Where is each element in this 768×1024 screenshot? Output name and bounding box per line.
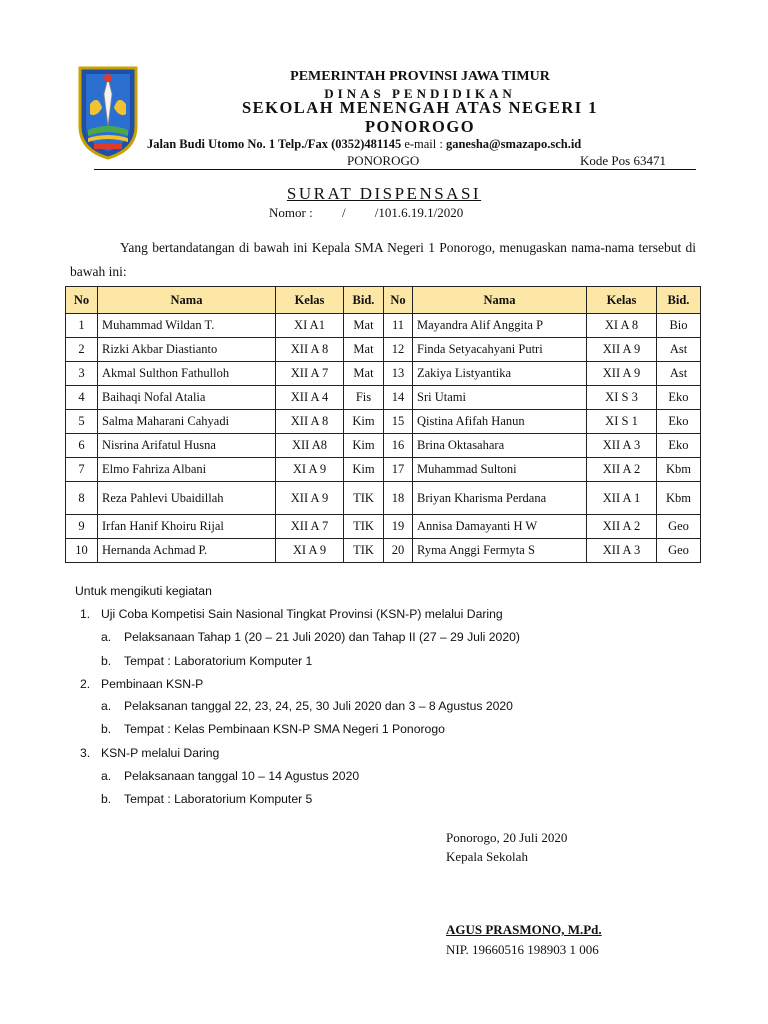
student-name: Hernanda Achmad P.: [98, 539, 276, 563]
row-number: 6: [66, 434, 98, 458]
student-field: Kbm: [657, 482, 701, 515]
student-class: XI A1: [276, 314, 344, 338]
student-class: XI A 8: [587, 314, 657, 338]
student-field: TIK: [344, 515, 384, 539]
student-field: Fis: [344, 386, 384, 410]
table-row: [66, 386, 701, 410]
student-class: XII A 2: [587, 515, 657, 539]
activity-sub-number: b.: [101, 792, 112, 806]
table-row: [66, 539, 701, 563]
row-number: 2: [66, 338, 98, 362]
signature-position: Kepala Sekolah: [446, 849, 528, 864]
activity-item: KSN-P melalui Daring: [101, 746, 220, 760]
row-number: 12: [384, 338, 413, 362]
table-row: [66, 482, 701, 515]
student-field: Eko: [657, 410, 701, 434]
row-number: 7: [66, 458, 98, 482]
student-field: Eko: [657, 434, 701, 458]
student-field: Geo: [657, 515, 701, 539]
activity-item: Pembinaan KSN-P: [101, 677, 204, 691]
student-class: XII A 3: [587, 434, 657, 458]
letterhead-school: SEKOLAH MENENGAH ATAS NEGERI 1: [241, 98, 599, 117]
table-row: [66, 434, 701, 458]
student-name: Irfan Hanif Khoiru Rijal: [98, 515, 276, 539]
student-field: Mat: [344, 338, 384, 362]
activity-sub-item: Pelaksanan tanggal 22, 23, 24, 25, 30 Juli 2020 dan 3 – 8 Agustus 2020: [124, 699, 513, 713]
student-field: Mat: [344, 314, 384, 338]
activity-sub-item: Tempat : Laboratorium Komputer 5: [124, 792, 313, 806]
student-name: Qistina Afifah Hanun: [413, 410, 587, 434]
student-name: Rizki Akbar Diastianto: [98, 338, 276, 362]
student-name: Elmo Fahriza Albani: [98, 458, 276, 482]
activity-number: 2.: [80, 677, 91, 691]
activities-intro: Untuk mengikuti kegiatan: [75, 584, 212, 598]
activity-sub-number: a.: [101, 630, 112, 644]
row-number: 1: [66, 314, 98, 338]
student-class: XII A 8: [276, 338, 344, 362]
student-field: Bio: [657, 314, 701, 338]
student-class: XII A 1: [587, 482, 657, 515]
activity-number: 1.: [80, 607, 91, 621]
letterhead-government: PEMERINTAH PROVINSI JAWA TIMUR: [290, 69, 550, 84]
header-no: No: [66, 287, 98, 314]
header-nama: Nama: [98, 287, 276, 314]
student-name: Sri Utami: [413, 386, 587, 410]
student-class: XI A 9: [276, 458, 344, 482]
student-name: Muhammad Sultoni: [413, 458, 587, 482]
east-java-coat-of-arms-icon: [76, 64, 140, 160]
table-row: [66, 515, 701, 539]
row-number: 18: [384, 482, 413, 515]
header-bidang: Bid.: [657, 287, 701, 314]
header-no: No: [384, 287, 413, 314]
row-number: 11: [384, 314, 413, 338]
table-row: [66, 362, 701, 386]
student-field: Geo: [657, 539, 701, 563]
student-name: Briyan Kharisma Perdana: [413, 482, 587, 515]
student-class: XII A 7: [276, 515, 344, 539]
student-field: Kbm: [657, 458, 701, 482]
student-class: XII A 2: [587, 458, 657, 482]
activity-sub-number: b.: [101, 722, 112, 736]
student-class: XI S 3: [587, 386, 657, 410]
student-field: TIK: [344, 539, 384, 563]
table-row: [66, 338, 701, 362]
email-address: ganesha@smazapo.sch.id: [445, 137, 582, 151]
student-class: XII A8: [276, 434, 344, 458]
student-class: XI A 9: [276, 539, 344, 563]
row-number: 19: [384, 515, 413, 539]
letterhead-postcode: Kode Pos 63471: [580, 153, 666, 168]
address-text: Jalan Budi Utomo No. 1 Telp./Fax (0352)481145: [147, 137, 402, 151]
student-class: XII A 4: [276, 386, 344, 410]
letterhead-department: DINAS PENDIDIKAN: [324, 86, 516, 101]
intro-paragraph: Yang bertandatangan di bawah ini Kepala SMA Negeri 1 Ponorogo, menugaskan nama-nama tersebut di bawah ini:: [70, 240, 696, 279]
letterhead-address: [147, 137, 581, 152]
student-field: Ast: [657, 338, 701, 362]
student-class: XII A 8: [276, 410, 344, 434]
student-field: Mat: [344, 362, 384, 386]
student-name: Nisrina Arifatul Husna: [98, 434, 276, 458]
row-number: 14: [384, 386, 413, 410]
row-number: 16: [384, 434, 413, 458]
student-name: Annisa Damayanti H W: [413, 515, 587, 539]
table-body: [66, 314, 701, 563]
table-row: [66, 314, 701, 338]
header-bidang: Bid.: [344, 287, 384, 314]
student-name: Brina Oktasahara: [413, 434, 587, 458]
student-name: Reza Pahlevi Ubaidillah: [98, 482, 276, 515]
activity-item: Uji Coba Kompetisi Sain Nasional Tingkat Provinsi (KSN-P) melalui Daring: [101, 607, 503, 621]
activity-sub-item: Pelaksanaan tanggal 10 – 14 Agustus 2020: [124, 769, 360, 783]
letterhead-city: PONOROGO: [347, 153, 420, 168]
student-field: Kim: [344, 434, 384, 458]
row-number: 10: [66, 539, 98, 563]
header-nama: Nama: [413, 287, 587, 314]
table-row: [66, 458, 701, 482]
signature-name: AGUS PRASMONO, M.Pd.: [446, 922, 602, 937]
student-name: Baihaqi Nofal Atalia: [98, 386, 276, 410]
document-number: Nomor : / /101.6.19.1/2020: [269, 205, 464, 220]
row-number: 5: [66, 410, 98, 434]
row-number: 3: [66, 362, 98, 386]
header-kelas: Kelas: [276, 287, 344, 314]
letterhead-city-heading: PONOROGO: [364, 117, 476, 136]
student-name: Akmal Sulthon Fathulloh: [98, 362, 276, 386]
activity-sub-item: Pelaksanaan Tahap 1 (20 – 21 Juli 2020) dan Tahap II (27 – 29 Juli 2020): [124, 630, 520, 644]
row-number: 9: [66, 515, 98, 539]
activity-sub-number: a.: [101, 769, 112, 783]
student-name: Salma Maharani Cahyadi: [98, 410, 276, 434]
header-kelas: Kelas: [587, 287, 657, 314]
activity-sub-number: b.: [101, 654, 112, 668]
student-field: Kim: [344, 410, 384, 434]
activity-number: 3.: [80, 746, 91, 760]
student-field: Ast: [657, 362, 701, 386]
row-number: 4: [66, 386, 98, 410]
student-class: XII A 9: [276, 482, 344, 515]
row-number: 8: [66, 482, 98, 515]
student-class: XII A 3: [587, 539, 657, 563]
student-field: Eko: [657, 386, 701, 410]
student-table: [65, 286, 701, 563]
table-header-row: [66, 287, 701, 314]
student-name: Mayandra Alif Anggita P: [413, 314, 587, 338]
row-number: 15: [384, 410, 413, 434]
signature-place-date: Ponorogo, 20 Juli 2020: [446, 830, 568, 845]
table-row: [66, 410, 701, 434]
student-field: TIK: [344, 482, 384, 515]
student-field: Kim: [344, 458, 384, 482]
student-class: XII A 7: [276, 362, 344, 386]
student-name: Finda Setyacahyani Putri: [413, 338, 587, 362]
row-number: 20: [384, 539, 413, 563]
student-class: XII A 9: [587, 338, 657, 362]
activity-sub-number: a.: [101, 699, 112, 713]
student-name: Zakiya Listyantika: [413, 362, 587, 386]
student-class: XI S 1: [587, 410, 657, 434]
student-name: Ryma Anggi Fermyta S: [413, 539, 587, 563]
activity-sub-item: Tempat : Kelas Pembinaan KSN-P SMA Negeri 1 Ponorogo: [124, 722, 445, 736]
student-class: XII A 9: [587, 362, 657, 386]
signature-nip: NIP. 19660516 198903 1 006: [446, 942, 599, 957]
row-number: 13: [384, 362, 413, 386]
activity-sub-item: Tempat : Laboratorium Komputer 1: [124, 654, 313, 668]
document-title: SURAT DISPENSASI: [286, 184, 482, 203]
student-name: Muhammad Wildan T.: [98, 314, 276, 338]
letterhead-divider: [94, 169, 696, 170]
email-label: e-mail :: [401, 137, 446, 151]
row-number: 17: [384, 458, 413, 482]
